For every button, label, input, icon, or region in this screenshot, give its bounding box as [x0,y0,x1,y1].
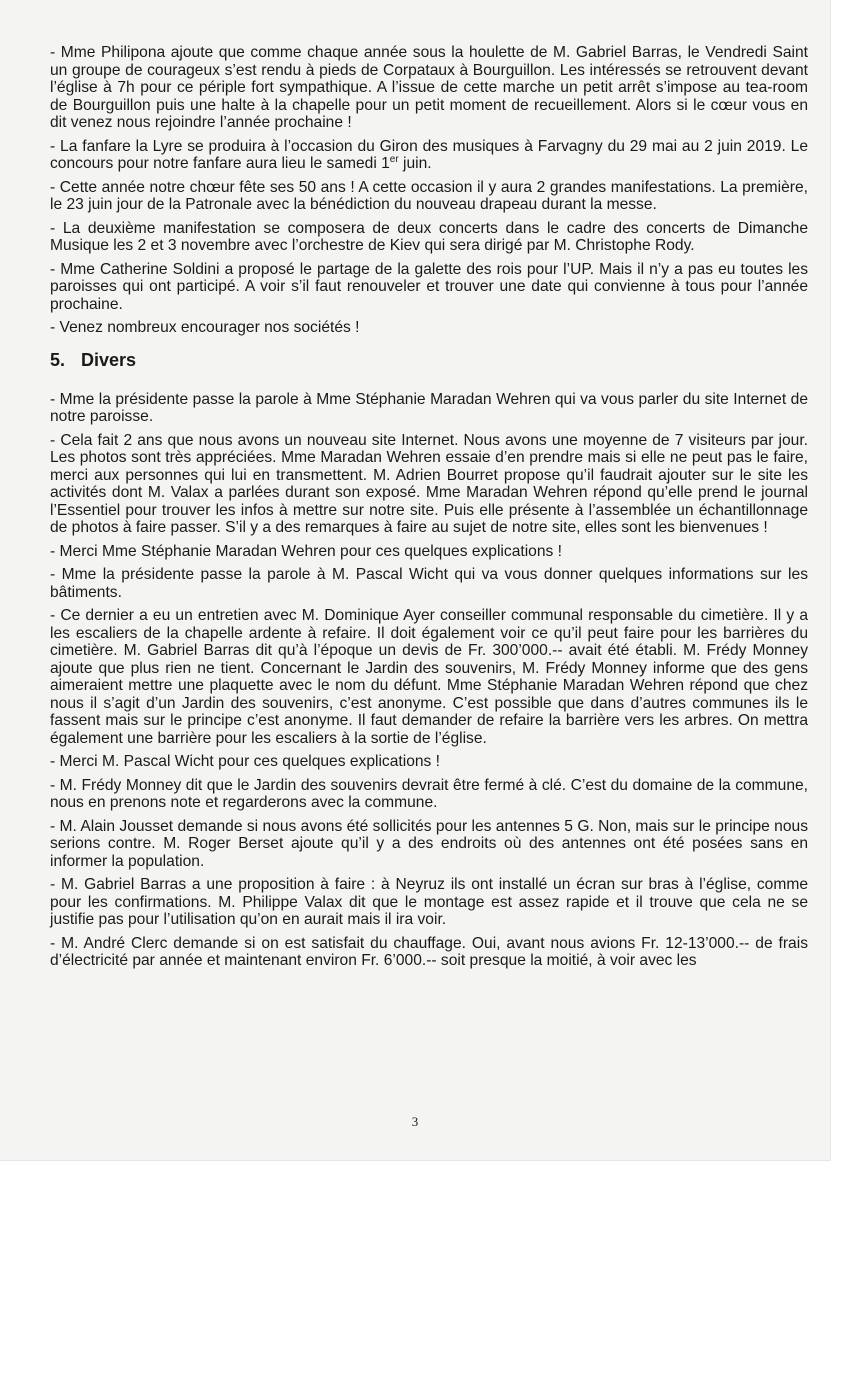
paragraph: - M. André Clerc demande si on est satisfait du chauffage. Oui, avant nous avions Fr. 12-13’000.-- de frais d’électricité par année et maintenant environ Fr. 6’000.-- soit presque la moitié, à voir avec les [50,934,808,969]
paragraph: - Mme la présidente passe la parole à Mme Stéphanie Maradan Wehren qui va vous parler du site Internet de notre paroisse. [50,390,808,425]
superscript: er [389,153,399,165]
section-heading [50,349,808,371]
page-body [50,44,808,976]
paragraph: - M. Frédy Monney dit que le Jardin des souvenirs devrait être fermé à clé. C’est du domaine de la commune, nous en prenons note et regarderons avec la commune. [50,776,808,811]
paragraph: - Ce dernier a eu un entretien avec M. Dominique Ayer conseiller communal responsable du cimetière. Il y a les escaliers de la chapelle ardente à refaire. Il doit également voir ce qu’il peut faire pour les barrières du cimetière. M. Gabriel Barras dit qu’à l’époque un devis de Fr. 300’000.-- avait été établi. M. Frédy Monney ajoute que plus rien ne tient. Concernant le Jardin des souvenirs, M. Frédy Monney informe que des gens aimeraient mettre une plaquette avec le nom du défunt. Mme Stéphanie Maradan Wehren répond que chez nous il s’agit d’un Jardin des souvenirs, c’est anonyme. C’est possible que dans d’autres communes ils le fassent mais sur le principe c’est anonyme. Il faut demander de refaire la barrière vers les arbres. On mettra également une barrière pour les escaliers à la sortie de l’église. [50,607,808,747]
section-title: Divers [81,349,137,370]
paragraph: - La deuxième manifestation se composera de deux concerts dans le cadre des concerts de Dimanche Musique les 2 et 3 novembre avec l’orchestre de Kiev qui sera dirigé par M. Christophe Rody. [50,219,808,254]
paragraph-text: - La fanfare la Lyre se produira à l’occasion du Giron des musiques à Farvagny du 29 mai au 2 juin 2019. Le concours pour notre fanfare aura lieu le samedi 1 [50,137,808,172]
paragraph: - M. Gabriel Barras a une proposition à faire : à Neyruz ils ont installé un écran sur bras à l’église, comme pour les confirmations. M. Philippe Valax dit que le montage est assez rapide et il trouve que cela ne se justifie pas pour l’utilisation qu’on en aurait mais il ira voir. [50,876,808,928]
paragraph: - M. Alain Jousset demande si nous avons été sollicités pour les antennes 5 G. Non, mais sur le principe nous serions contre. M. Roger Berset ajoute qu’il y a des endroits où des antennes ont été posées sans en informer la population. [50,817,808,870]
paragraph: - Mme la présidente passe la parole à M. Pascal Wicht qui va vous donner quelques informations sur les bâtiments. [50,566,808,601]
paragraph: - Merci Mme Stéphanie Maradan Wehren pour ces quelques explications ! [50,542,562,560]
paragraph: - Cela fait 2 ans que nous avons un nouveau site Internet. Nous avons une moyenne de 7 visiteurs par jour. Les photos sont très appréciées. Mme Maradan Wehren essaie d’en prendre mais si elle ne peut pas le faire, merci aux personnes qui lui en transmettent. M. Adrien Bourret propose qu’il faudrait ajouter sur le site les activités dont M. Valax a parlées durant son exposé. Mme Maradan Wehren répond qu’elle prend le journal l’Essentiel pour trouver les infos à mettre sur notre site. Puis elle présente à l’assemblée un échantillonnage de photos à faire passer. S’il y a des remarques à faire au sujet de notre site, elles sont les bienvenues ! [50,431,808,536]
paragraph [50,138,808,173]
paragraph: - Cette année notre chœur fête ses 50 ans ! A cette occasion il y aura 2 grandes manifestations. La première, le 23 juin jour de la Patronale avec la bénédiction du nouveau drapeau durant la messe. [50,178,808,213]
paragraph: - Venez nombreux encourager nos sociétés ! [50,319,360,336]
paragraph: - Mme Philipona ajoute que comme chaque année sous la houlette de M. Gabriel Barras, le Vendredi Saint un groupe de courageux s’est rendu à pieds de Corpataux à Bourguillon. Les intéressés se retrouvent devant l’église à 7h pour ce périple fort sympathique. A l’issue de cette marche un petit arrêt s’impose au tea-room de Bourguillon puis une halte à la chapelle pour un petit moment de recueillement. Alors si le cœur vous en dit venez nous rejoindre l’année prochaine ! [50,44,808,131]
paragraph-text: juin. [398,155,432,172]
paragraph: - Merci M. Pascal Wicht pour ces quelques explications ! [50,753,440,770]
section-number: 5. [50,349,66,370]
paragraph: - Mme Catherine Soldini a proposé le partage de la galette des rois pour l’UP. Mais il n’y a pas eu toutes les paroisses qui ont participé. A voir s’il faut renouveler et trouver une date qui convienne à tous pour l’année prochaine. [50,260,808,313]
page-number: 3 [411,1114,419,1129]
